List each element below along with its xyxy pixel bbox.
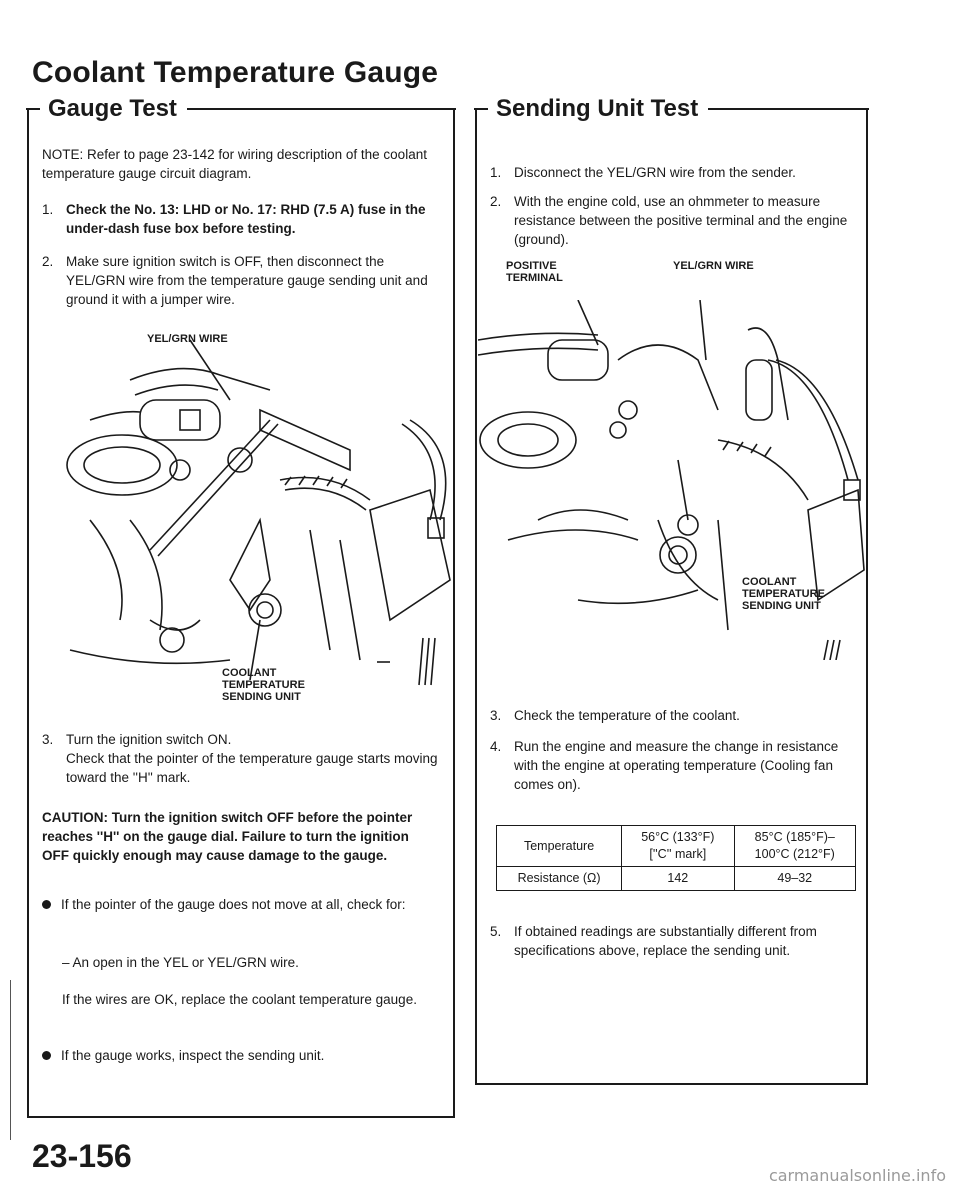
sending-step-5: 5. If obtained readings are substantially different from specifications above, replace the sending unit.: [490, 924, 817, 958]
sending-fig-sensor-line3: SENDING UNIT: [742, 600, 821, 612]
sending-fig-positive-label: [506, 260, 563, 284]
sending-step-2: 2. With the engine cold, use an ohmmeter to measure resistance between the positive terminal and the engine (ground).: [490, 194, 848, 247]
table-cell-line: 100°C (212°F): [754, 847, 835, 861]
gauge-step-2: 2. Make sure ignition switch is OFF, then disconnect the YEL/GRN wire from the temperature gauge sending unit and ground it with a jumper wire.: [42, 254, 428, 307]
table-cell: Resistance (Ω): [497, 867, 622, 891]
sending-test-heading-text: Sending Unit Test: [496, 95, 699, 122]
gauge-ok-text: If the wires are OK, replace the coolant temperature gauge.: [62, 992, 417, 1007]
gauge-bullet-2: If the gauge works, inspect the sending unit.: [42, 1046, 442, 1065]
margin-rule: [10, 980, 11, 1140]
table-row: [497, 867, 856, 891]
gauge-fig-sensor-label: [222, 667, 305, 703]
gauge-fig-sensor-line2: TEMPERATURE: [222, 679, 305, 691]
gauge-step-3-line1: Turn the ignition switch ON.: [66, 732, 232, 747]
gauge-step-1: 1. Check the No. 13: LHD or No. 17: RHD (7.5 A) fuse in the under-dash fuse box before testing.: [42, 202, 426, 236]
bullet-icon: [42, 1051, 51, 1060]
sending-fig-positive-line1: POSITIVE: [506, 260, 557, 272]
page-title: Coolant Temperature Gauge: [32, 56, 439, 89]
table-cell: [622, 826, 734, 867]
sending-fig-sensor-line1: COOLANT: [742, 576, 797, 588]
table-cell: 49–32: [734, 867, 855, 891]
gauge-fig-wire-label: YEL/GRN WIRE: [147, 333, 228, 345]
gauge-caution: CAUTION: Turn the ignition switch OFF before the pointer reaches ''H'' on the gauge dial. Failure to turn the ignition OFF quickly enough may cause damage to the gauge.: [42, 810, 413, 863]
sending-fig-positive-line2: TERMINAL: [506, 272, 563, 284]
gauge-bullet-1: If the pointer of the gauge does not move at all, check for:: [42, 895, 442, 914]
sending-fig-sensor-line2: TEMPERATURE: [742, 588, 825, 600]
gauge-steps: [42, 200, 442, 309]
watermark: carmanualsonline.info: [768, 1166, 946, 1185]
gauge-step-3-line2: Check that the pointer of the temperature gauge starts moving toward the ''H'' mark.: [66, 751, 438, 785]
gauge-fig-sensor-line1: COOLANT: [222, 667, 277, 679]
page-number: 23-156: [32, 1138, 132, 1174]
sending-steps-after: [490, 706, 860, 794]
sending-fig-sensor-label: [742, 576, 825, 612]
gauge-step-3-body: [66, 730, 447, 787]
sending-step-4: 4. Run the engine and measure the change in resistance with the engine at operating temperature (Cooling fan comes on).: [490, 739, 839, 792]
gauge-dash-item: – An open in the YEL or YEL/GRN wire.: [62, 955, 299, 970]
gauge-step-3: [42, 730, 447, 787]
sending-step-3: 3. Check the temperature of the coolant.: [490, 708, 740, 723]
table-cell: 142: [622, 867, 734, 891]
sending-fig-wire-label: YEL/GRN WIRE: [673, 260, 754, 272]
sending-steps: [490, 163, 855, 249]
gauge-test-heading-text: Gauge Test: [48, 95, 177, 122]
gauge-test-engine-illustration: [30, 320, 454, 710]
resistance-spec-table: [496, 825, 856, 891]
table-cell-line: [''C'' mark]: [649, 847, 707, 861]
gauge-note: NOTE: Refer to page 23-142 for wiring description of the coolant temperature gauge circuit diagram.: [42, 147, 427, 181]
gauge-fig-sensor-line3: SENDING UNIT: [222, 691, 301, 703]
gauge-step-3-row: 3. Turn the ignition switch ON. Check that the pointer of the temperature gauge starts moving toward the ''H'' mark.: [42, 730, 447, 787]
bullet-icon: [42, 900, 51, 909]
table-cell-line: 56°C (133°F): [641, 830, 715, 844]
table-cell: Temperature: [497, 826, 622, 867]
sending-step-1: 1. Disconnect the YEL/GRN wire from the sender.: [490, 165, 796, 180]
table-cell: [734, 826, 855, 867]
table-cell-line: 85°C (185°F)–: [754, 830, 835, 844]
table-row: [497, 826, 856, 867]
